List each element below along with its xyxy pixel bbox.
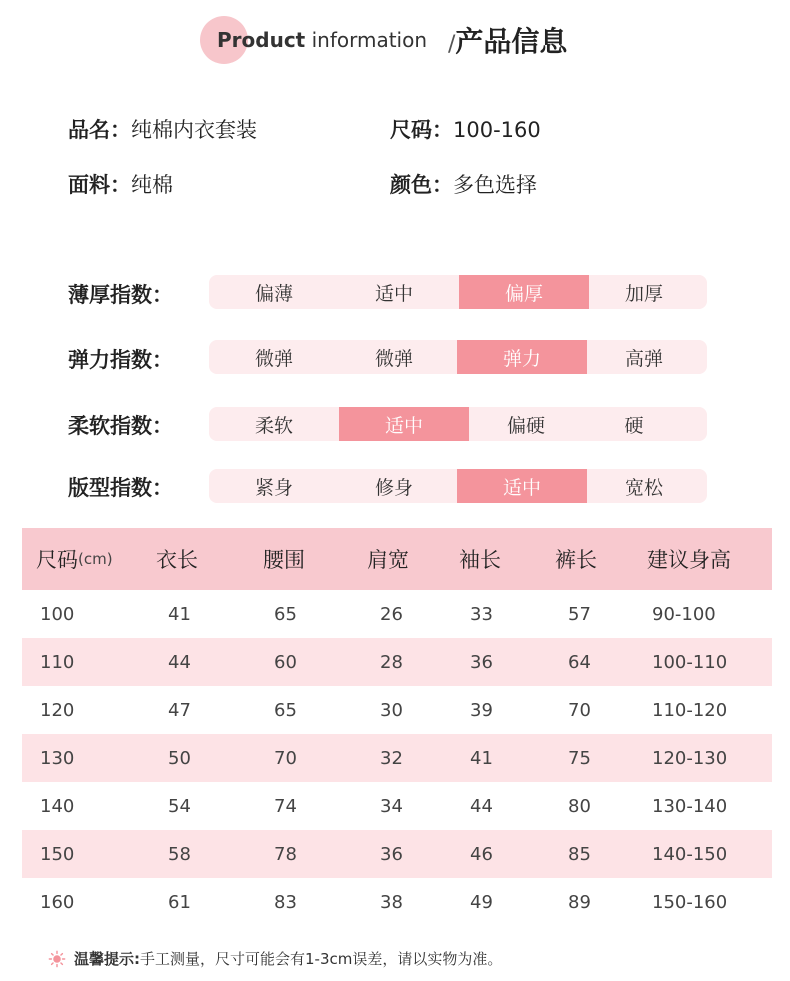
- section-header: [0, 0, 790, 80]
- table-cell: 46: [470, 843, 493, 865]
- info-label: 尺码：: [390, 118, 453, 142]
- index-option: 适中: [374, 282, 413, 305]
- table-cell: 64: [568, 651, 591, 673]
- index-option: 弹力: [457, 340, 587, 374]
- index-option: 适中: [457, 469, 587, 503]
- table-cell: 85: [568, 843, 591, 865]
- table-body: [22, 590, 772, 926]
- index-option: 适中: [339, 407, 469, 441]
- index-bar-elasticity: [209, 340, 707, 374]
- measurement-note: [48, 948, 502, 969]
- note-label: 温馨提示:: [74, 950, 140, 968]
- size-table: [22, 528, 772, 926]
- table-cell: 41: [470, 747, 493, 769]
- info-fabric: [68, 169, 173, 199]
- title-separator: /: [448, 32, 456, 57]
- table-cell: 74: [274, 795, 297, 817]
- table-cell: 130-140: [652, 795, 728, 817]
- info-value: 纯棉内衣套装: [131, 118, 257, 142]
- table-cell: 65: [274, 603, 297, 625]
- table-header-cell: 裤长: [555, 548, 597, 572]
- info-label: 面料：: [68, 173, 131, 197]
- info-color: [390, 169, 537, 199]
- table-cell: 70: [274, 747, 297, 769]
- table-cell: 28: [380, 651, 403, 673]
- table-row: [22, 590, 772, 638]
- table-cell: 44: [470, 795, 493, 817]
- index-label-elasticity: 弹力指数：: [68, 348, 173, 372]
- table-cell: 100-110: [652, 651, 728, 673]
- table-cell: 54: [168, 795, 191, 817]
- info-label: 颜色：: [390, 173, 453, 197]
- table-cell: 50: [168, 747, 191, 769]
- index-bar-fit: [209, 469, 707, 503]
- table-row: [22, 830, 772, 878]
- table-cell: 47: [168, 699, 191, 721]
- table-cell: 70: [568, 699, 591, 721]
- table-header-cell: 肩宽: [367, 548, 409, 572]
- index-option: 偏薄: [254, 282, 293, 305]
- index-option: 偏厚: [459, 275, 589, 309]
- title-english: Product information: [217, 28, 428, 52]
- sun-icon: [48, 950, 66, 968]
- table-cell: 32: [380, 747, 403, 769]
- index-option: 柔软: [254, 414, 293, 437]
- index-option: 宽松: [624, 476, 663, 499]
- table-header-cell: 腰围: [263, 548, 305, 572]
- table-cell: 41: [168, 603, 191, 625]
- table-cell: 49: [470, 891, 493, 913]
- table-cell: 150: [40, 843, 75, 865]
- table-cell: 58: [168, 843, 191, 865]
- table-cell: 36: [380, 843, 403, 865]
- table-cell: 78: [274, 843, 297, 865]
- table-row: [22, 686, 772, 734]
- table-row: [22, 782, 772, 830]
- table-cell: 130: [40, 747, 75, 769]
- index-option: 微弹: [374, 347, 413, 370]
- index-option: 紧身: [254, 476, 293, 499]
- table-cell: 61: [168, 891, 191, 913]
- table-cell: 34: [380, 795, 403, 817]
- index-option: 硬: [624, 414, 644, 437]
- table-cell: 30: [380, 699, 403, 721]
- table-cell: 110: [40, 651, 75, 673]
- index-option: 加厚: [624, 282, 663, 305]
- table-cell: 65: [274, 699, 297, 721]
- table-cell: 150-160: [652, 891, 728, 913]
- table-cell: 89: [568, 891, 591, 913]
- table-cell: 110-120: [652, 699, 728, 721]
- table-cell: 75: [568, 747, 591, 769]
- table-cell: 60: [274, 651, 297, 673]
- table-header-cell: 尺码 (cm): [36, 548, 113, 572]
- info-value: 多色选择: [453, 173, 537, 197]
- info-value: 纯棉: [131, 173, 173, 197]
- table-cell: 57: [568, 603, 591, 625]
- table-cell: 83: [274, 891, 297, 913]
- table-cell: 38: [380, 891, 403, 913]
- table-cell: 120: [40, 699, 75, 721]
- info-label: 品名：: [68, 118, 131, 142]
- index-label-thickness: 薄厚指数：: [68, 283, 173, 307]
- info-product-name: [68, 114, 257, 144]
- index-option: 微弹: [254, 347, 293, 370]
- note-text: 手工测量，尺寸可能会有1-3cm误差，请以实物为准。: [140, 950, 503, 968]
- table-cell: 33: [470, 603, 493, 625]
- index-bar-thickness: [209, 275, 707, 309]
- table-row: [22, 878, 772, 926]
- table-cell: 100: [40, 603, 75, 625]
- table-cell: 140: [40, 795, 75, 817]
- table-cell: 36: [470, 651, 493, 673]
- table-row: [22, 638, 772, 686]
- title-chinese: /产品信息: [448, 25, 568, 58]
- index-option: 修身: [374, 476, 413, 499]
- index-bar-softness: [209, 407, 707, 441]
- table-cell: 120-130: [652, 747, 728, 769]
- table-cell: 44: [168, 651, 191, 673]
- unit-label: (cm): [78, 550, 113, 568]
- table-header-cell: 袖长: [459, 548, 501, 572]
- info-value: 100-160: [453, 118, 541, 142]
- table-header-row: [22, 528, 772, 590]
- info-size: [390, 114, 541, 144]
- table-cell: 80: [568, 795, 591, 817]
- table-cell: 90-100: [652, 603, 716, 625]
- index-label-softness: 柔软指数：: [68, 414, 173, 438]
- table-cell: 39: [470, 699, 493, 721]
- index-label-fit: 版型指数：: [68, 476, 173, 500]
- index-option: 偏硬: [506, 414, 545, 437]
- table-cell: 140-150: [652, 843, 728, 865]
- table-cell: 160: [40, 891, 75, 913]
- table-header-cell: 衣长: [156, 548, 198, 572]
- index-option: 高弹: [624, 347, 663, 370]
- table-row: [22, 734, 772, 782]
- table-header-cell: 建议身高: [647, 548, 731, 572]
- table-cell: 26: [380, 603, 403, 625]
